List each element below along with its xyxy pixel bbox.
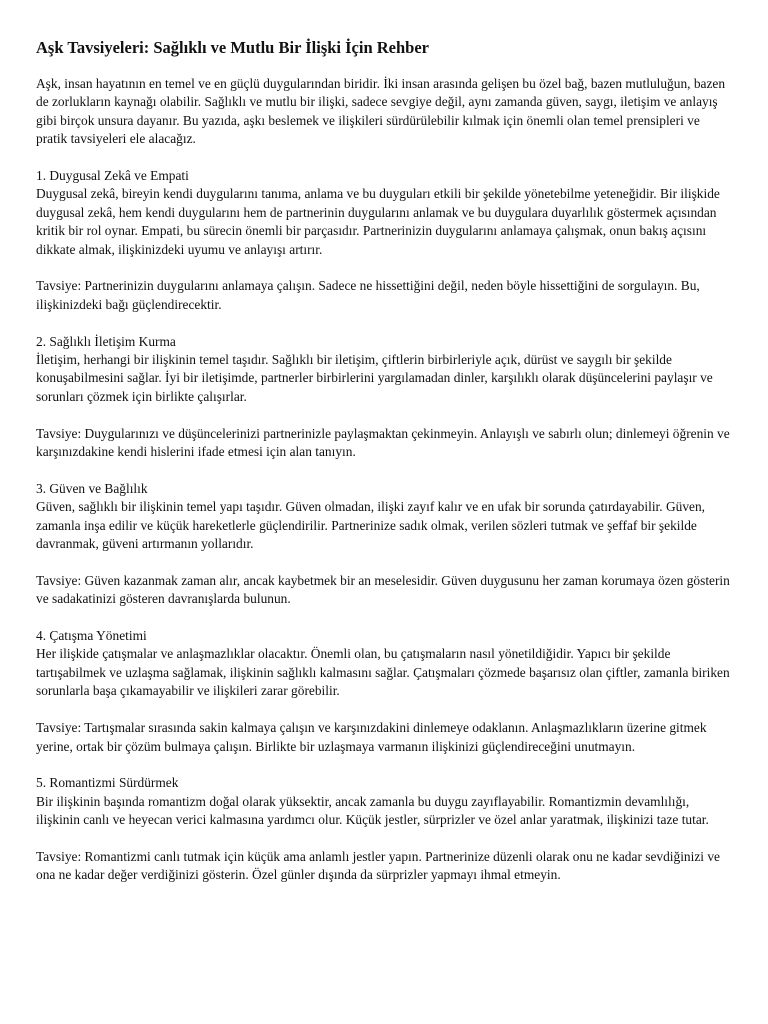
section-body: Güven, sağlıklı bir ilişkinin temel yapı taşıdır. Güven olmadan, ilişki zayıf kalır ve en ufak bir sorunda çatırdayabilir. Güven, zamanla inşa edilir ve küçük hareketlerle güçlendirilir. Partnerinize sadık olmak, verilen sözleri tutmak ve şeffaf bir şekilde davranmak, güveni artırmanın yollarıdır.	[36, 499, 706, 552]
section-advice: Tavsiye: Partnerinizin duygularını anlamaya çalışın. Sadece ne hissettiğini değil, neden böyle hissettiğini de sorgulayın. Bu, ilişkinizdeki bağı güçlendirecektir.	[36, 278, 700, 312]
section-heading: 4. Çatışma Yönetimi	[36, 628, 147, 644]
section-advice: Tavsiye: Duygularınızı ve düşüncelerinizi partnerinizle paylaşmaktan çekinmeyin. Anlayışlı ve sabırlı olun; dinlemeyi öğrenin ve karşınızdakine kendi hislerini ifade etmesi için alan tanıyın.	[36, 425, 730, 460]
section-emotional-intelligence	[36, 167, 732, 314]
document-page	[36, 38, 732, 903]
section-communication	[36, 333, 732, 462]
section-heading: 5. Romantizmi Sürdürmek	[36, 775, 179, 791]
section-conflict-management	[36, 627, 732, 756]
section-body: Duygusal zekâ, bireyin kendi duygularını tanıma, anlama ve bu duyguları etkili bir şekilde yönetebilme yeteneğidir. Bir ilişkide duygusal zekâ, hem kendi duygularını hem de partnerinin duygularını anlamak ve bu duygulara duyarlılık göstermek açısından kritik bir rol oynar. Empati, bu sürecin önemli bir parçasıdır. Partnerinizin duygularını anlamaya çalışmak, onun bakış açısını dikkate almak, ilişkinizdeki uyumu ve anlayışı artırır.	[36, 186, 720, 257]
section-advice: Tavsiye: Güven kazanmak zaman alır, ancak kaybetmek bir an meselesidir. Güven duygusunu her zaman korumaya özen gösterin ve sadakatinizi gösteren davranışlarda bulunun.	[36, 572, 730, 607]
document-title: Aşk Tavsiyeleri: Sağlıklı ve Mutlu Bir İlişki İçin Rehber	[36, 38, 429, 57]
intro-paragraph: Aşk, insan hayatının en temel ve en güçlü duygularından biridir. İki insan arasında gelişen bu özel bağ, bazen mutluluğun, bazen de zorlukların kaynağı olabilir. Sağlıklı ve mutlu bir ilişki, sadece sevgiye değil, aynı zamanda güven, saygı, iletişim ve anlayış gibi birçok unsura dayanır. Bu yazıda, aşkı beslemek ve ilişkileri sürdürülebilir kılmak için önemli olan temel prensipleri ve pratik tavsiyeleri ele alacağız.	[36, 76, 726, 147]
section-advice: Tavsiye: Romantizmi canlı tutmak için küçük ama anlamlı jestler yapın. Partnerinize düzenli olarak onu ne kadar sevdiğinizi ve ona ne kadar değer verdiğinizi gösterin. Özel günler dışında da sürprizler yapmayı ihmal etmeyin.	[36, 848, 721, 883]
section-heading: 2. Sağlıklı İletişim Kurma	[36, 333, 176, 349]
section-heading: 3. Güven ve Bağlılık	[36, 480, 148, 496]
section-heading: 1. Duygusal Zekâ ve Empati	[36, 168, 189, 184]
section-body: İletişim, herhangi bir ilişkinin temel taşıdır. Sağlıklı bir iletişim, çiftlerin birbirleriyle açık, dürüst ve saygılı bir şekilde konuşabilmesini sağlar. İyi bir iletişimde, partnerler birbirlerini yargılamadan dinler, karşılıklı olarak düşüncelerini paylaşır ve sorunları çözmek için birlikte çalışırlar.	[36, 352, 713, 404]
section-body: Bir ilişkinin başında romantizm doğal olarak yüksektir, ancak zamanla bu duygu zayıflayabilir. Romantizmin devamlılığı, ilişkinin canlı ve heyecan verici kalmasına yardımcı olur. Küçük jestler, sürprizler ve özel anlar yaratmak, ilişkinizi taze tutar.	[36, 793, 709, 828]
section-trust	[36, 480, 732, 609]
section-advice: Tavsiye: Tartışmalar sırasında sakin kalmaya çalışın ve karşınızdakini dinlemeye odaklanın. Anlaşmazlıkların üzerine gitmek yerine, ortak bir çözüm bulmaya çalışın. Birlikte bir uzlaşmaya varmanın ilişkinizi güçlendireceğini unutmayın.	[36, 720, 707, 754]
section-body: Her ilişkide çatışmalar ve anlaşmazlıklar olacaktır. Önemli olan, bu çatışmaların nasıl yönetildiğidir. Yapıcı bir şekilde tartışabilmek ve uzlaşma sağlamak, ilişkinin sağlıklı kalmasını sağlar. Çatışmaları çözmede başarısız olan çiftler, zamanla biriken sorunlarla başa çıkamayabilir ve ilişkileri zarar görebilir.	[36, 646, 730, 699]
section-romance	[36, 774, 732, 884]
